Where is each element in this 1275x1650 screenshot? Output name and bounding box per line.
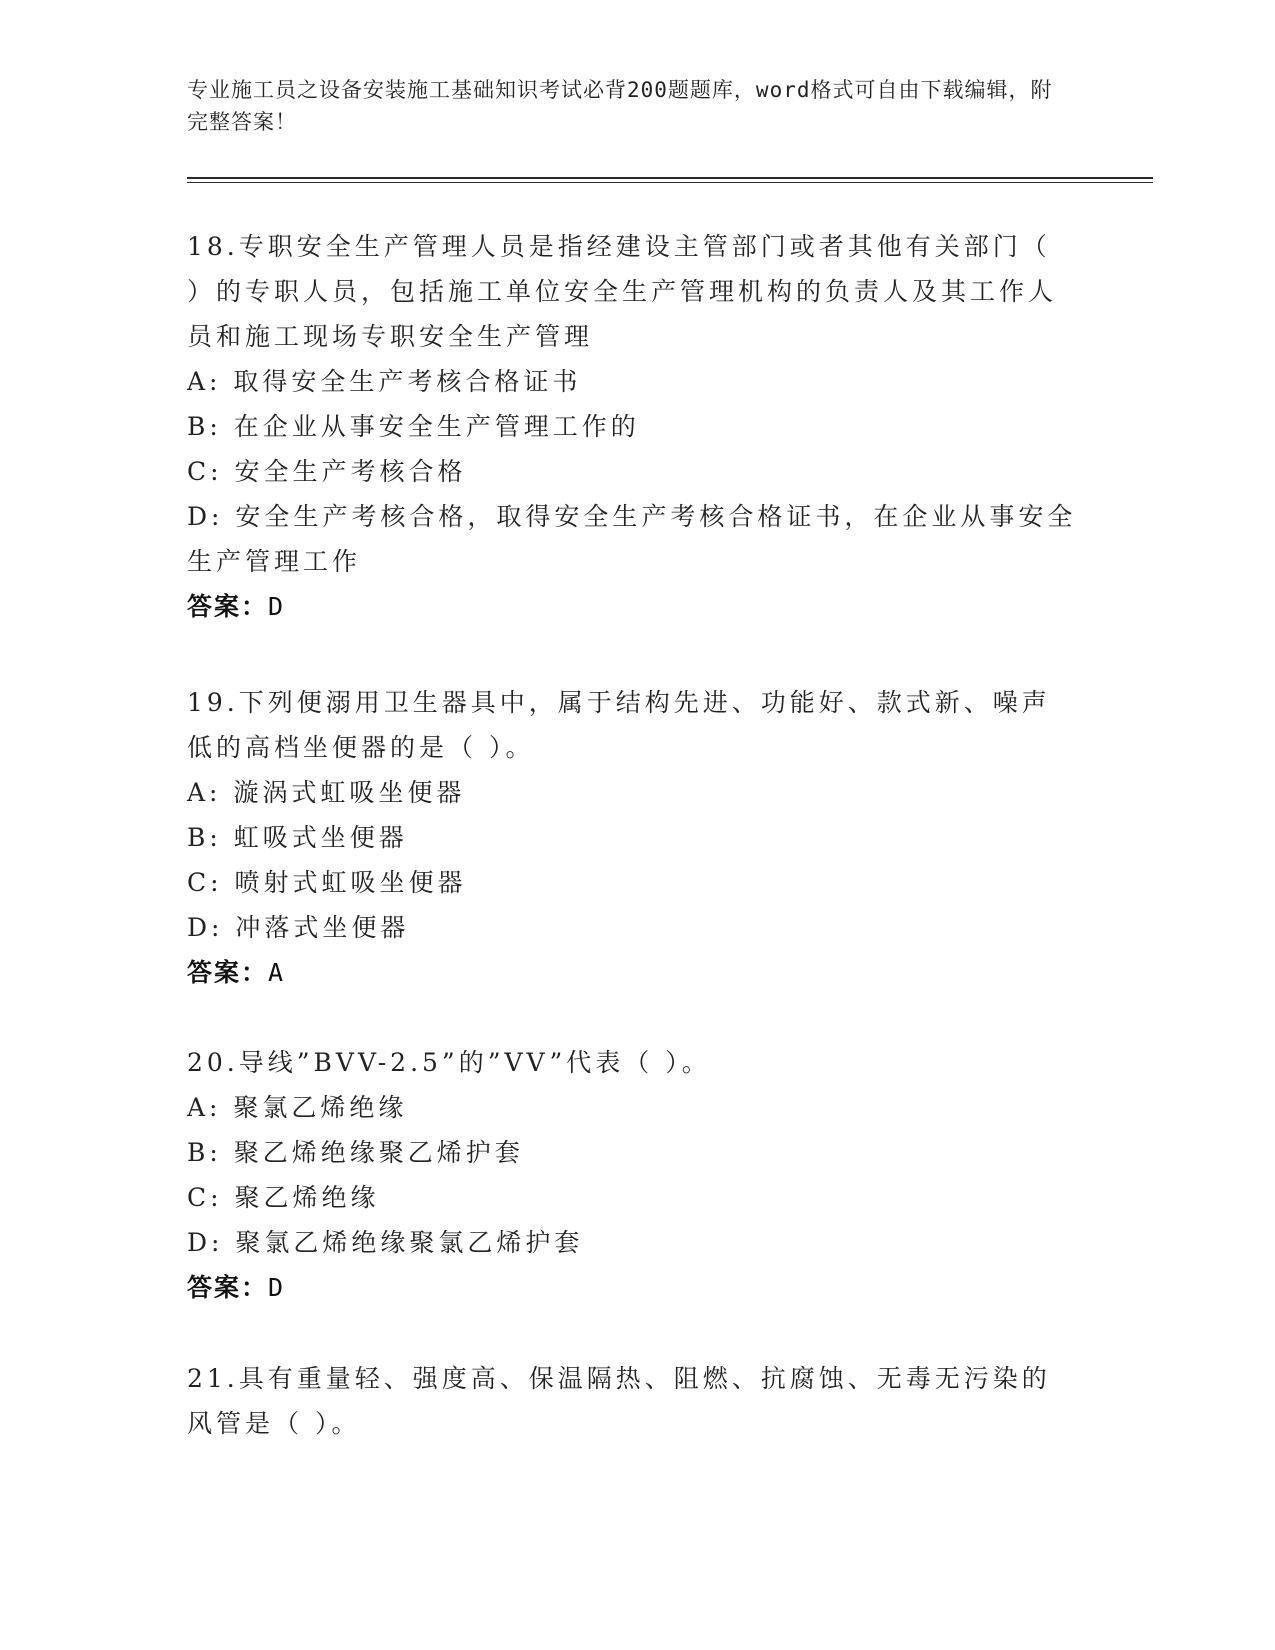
question-stem: 19.下列便溺用卫生器具中，属于结构先进、功能好、款式新、噪声低的高档坐便器的是（ ）。 — [187, 688, 1051, 762]
option-d: D: 冲落式坐便器 — [187, 913, 410, 942]
header-divider-thin — [187, 182, 1153, 183]
answer-line — [187, 584, 1077, 630]
option-d: D: 聚氯乙烯绝缘聚氯乙烯护套 — [187, 1228, 584, 1257]
answer-value: A — [268, 958, 286, 987]
option-d: D: 安全生产考核合格，取得安全生产考核合格证书，在企业从事安全生产管理工作 — [187, 502, 1077, 576]
header-divider — [187, 177, 1153, 179]
question-stem: 21.具有重量轻、强度高、保温隔热、阻燃、抗腐蚀、无毒无污染的风管是（ ）。 — [187, 1364, 1051, 1438]
question-stem: 18.专职安全生产管理人员是指经建设主管部门或者其他有关部门（ ）的专职人员，包括施工单位安全生产管理机构的负责人及其工作人员和施工现场专职安全生产管理 — [187, 232, 1058, 351]
question-21 — [187, 1356, 1077, 1446]
question-20 — [187, 1040, 1077, 1311]
option-b: B: 在企业从事安全生产管理工作的 — [187, 412, 640, 441]
question-18 — [187, 224, 1077, 630]
answer-line — [187, 1265, 1077, 1311]
answer-value: D — [268, 1273, 286, 1302]
document-header: 专业施工员之设备安装施工基础知识考试必背200题题库，word格式可自由下载编辑，附完整答案！ — [187, 78, 1053, 134]
option-c: C: 聚乙烯绝缘 — [187, 1183, 380, 1212]
answer-label: 答案： — [187, 958, 269, 987]
option-b: B: 虹吸式坐便器 — [187, 823, 408, 852]
answer-value: D — [268, 592, 286, 621]
question-19 — [187, 680, 1077, 996]
option-b: B: 聚乙烯绝缘聚乙烯护套 — [187, 1138, 524, 1167]
option-c: C: 喷射式虹吸坐便器 — [187, 868, 467, 897]
option-c: C: 安全生产考核合格 — [187, 457, 467, 486]
option-a: A: 漩涡式虹吸坐便器 — [187, 778, 466, 807]
option-a: A: 取得安全生产考核合格证书 — [187, 367, 582, 396]
answer-label: 答案： — [187, 1273, 269, 1302]
answer-label: 答案： — [187, 592, 269, 621]
option-a: A: 聚氯乙烯绝缘 — [187, 1093, 408, 1122]
answer-line — [187, 950, 1077, 996]
question-stem: 20.导线”BVV-2.5”的”VV”代表（ ）。 — [187, 1048, 711, 1077]
